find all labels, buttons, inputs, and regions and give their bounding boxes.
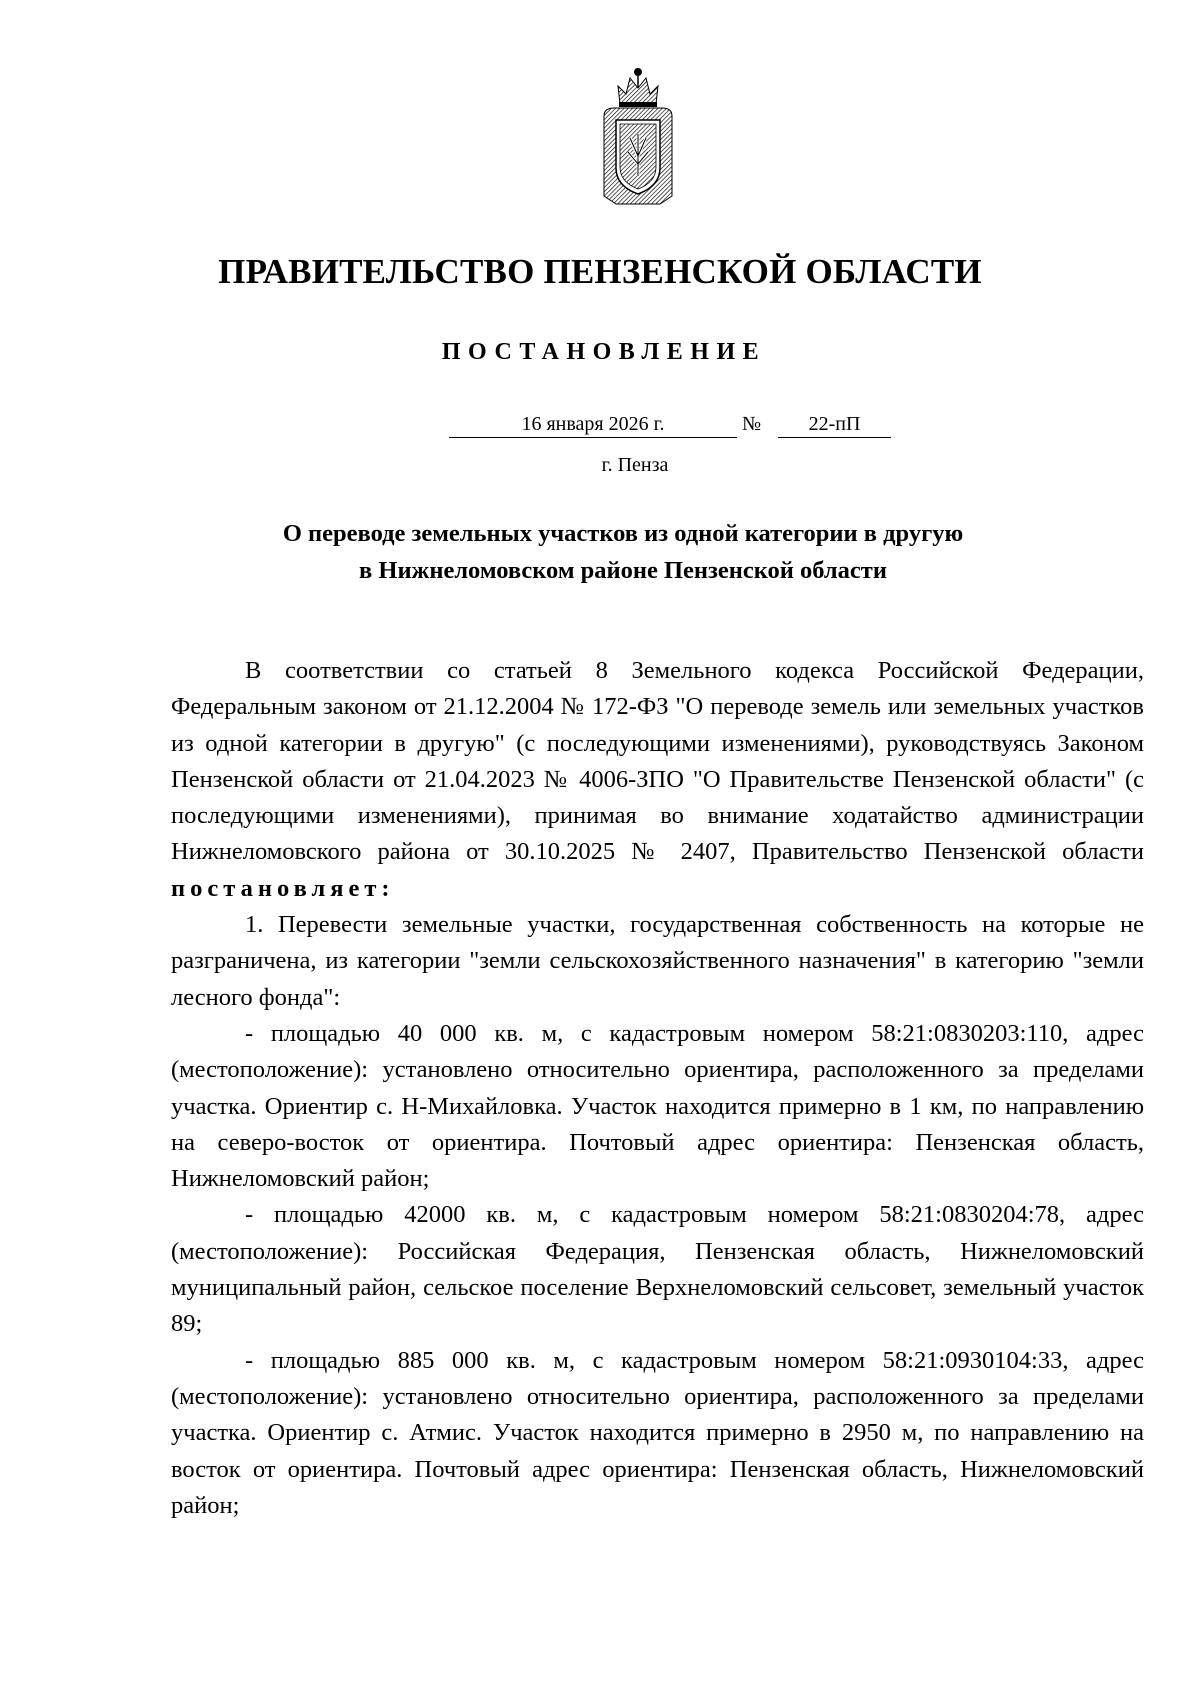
item-1-paragraph: 1. Перевести земельные участки, государственная собственность на которые не разграничена, из категории "земли сельскохозяйственного назначения" в категорию "земли лесного фонда": — [171, 911, 1144, 1011]
heading-line-2: в Нижнеломовском районе Пензенской области — [359, 557, 887, 584]
organization-title: ПРАВИТЕЛЬСТВО ПЕНЗЕНСКОЙ ОБЛАСТИ — [218, 252, 982, 291]
document-number: 22-пП — [778, 411, 891, 438]
plot-3-paragraph: - площадью 885 000 кв. м, с кадастровым номером 58:21:0930104:33, адрес (местоположение): установлено относительно ориентира, расположенного за пределами участка. Ориентир с. Атмис. Участок находится примерно в 2950 м, по направлению на восток от ориентира. Почтовый адрес ориентира: Пензенская область, Нижнеломовский район; — [171, 1346, 1144, 1519]
plot-2-paragraph: - площадью 42000 кв. м, с кадастровым номером 58:21:0830204:78, адрес (местоположение): Российская Федерация, Пензенская область, Нижнеломовский муниципальный район, сельское поселение Верхнеломовский сельсовет, земельный участок 89; — [171, 1201, 1144, 1338]
plot-1-paragraph: - площадью 40 000 кв. м, с кадастровым номером 58:21:0830203:110, адрес (местоположение): установлено относительно ориентира, расположенного за пределами участка. Ориентир с. Н-Михайловка. Участок находится примерно в 1 км, по направлению на северо-восток от ориентира. Почтовый адрес ориентира: Пензенская область, Нижнеломовский район; — [171, 1019, 1144, 1193]
document-type: ПОСТАНОВЛЕНИЕ — [441, 339, 767, 365]
resolves-word: постановляет: — [171, 874, 395, 902]
preamble-text: В соответствии со статьей 8 Земельного кодекса Российской Федерации, Федеральным законом от 21.12.2004 № 172-ФЗ "О переводе земель или земельных участков из одной категории в другую" (с последующими изменениями), руководствуясь Законом Пензенской области от 21.04.2023 № 4006-ЗПО "О Правительстве Пензенской области" (с последующими изменениями), принимая во внимание ходатайство администрации Нижнеломовского района от 30.10.2025 № 2407, Правительство Пензенской области — [171, 657, 1144, 866]
preamble-paragraph — [171, 653, 1144, 907]
coat-of-arms-icon — [600, 64, 676, 206]
document-city: г. Пенза — [601, 454, 669, 476]
heading-line-1: О переводе земельных участков из одной категории в другую — [282, 520, 964, 547]
document-heading — [160, 515, 1040, 589]
document-date: 16 января 2026 г. — [449, 411, 737, 438]
document-body — [171, 653, 1144, 1524]
number-sign: № — [742, 413, 762, 435]
